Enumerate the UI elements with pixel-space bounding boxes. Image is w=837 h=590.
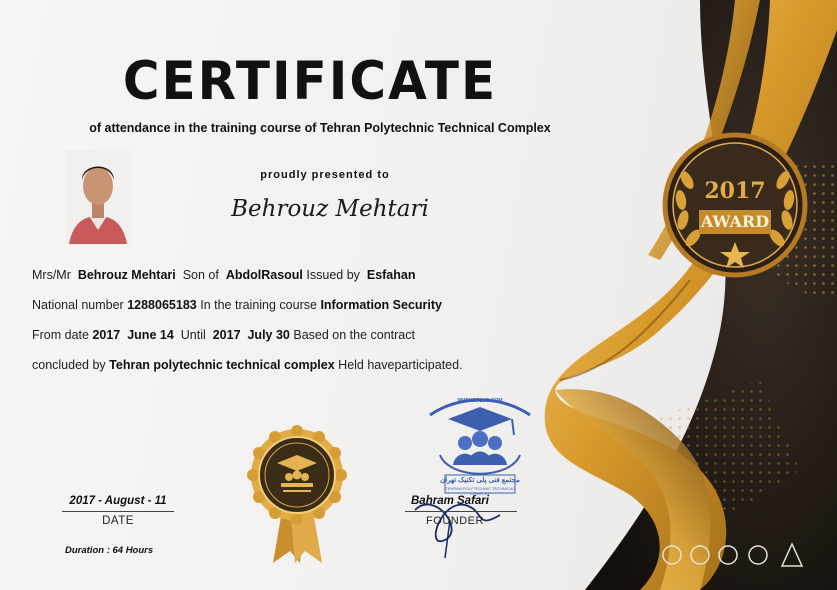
presented-to: proudly presented to bbox=[260, 169, 390, 181]
accreditation-logos bbox=[660, 540, 810, 570]
logo-url: WWW.PPLUS.COM bbox=[457, 398, 503, 404]
founder-name: Bahram Safari bbox=[411, 495, 489, 507]
recipient-signature-name: Behrouz Mehtari bbox=[231, 196, 429, 222]
gold-seal-icon bbox=[245, 425, 350, 565]
course-duration: Duration : 64 Hours bbox=[65, 545, 154, 556]
body-line-3: From date 2017 June 14 Until 2017 July 30 Based on the contract bbox=[32, 328, 415, 342]
issue-date: 2017 - August - 11 bbox=[69, 495, 167, 507]
award-year: 2017 bbox=[704, 178, 766, 204]
founder-label: FOUNDER bbox=[426, 515, 484, 527]
award-label: AWARD bbox=[700, 212, 770, 231]
date-label: DATE bbox=[102, 515, 134, 527]
logo-text-en: TEHRAN POLYTECHNIC TECHNICAL COMPLEX bbox=[445, 486, 515, 496]
award-badge-icon bbox=[655, 120, 815, 290]
certificate-subtitle: of attendance in the training course of Tehran Polytechnic Technical Complex bbox=[89, 121, 551, 135]
date-divider bbox=[62, 511, 174, 512]
founder-divider bbox=[405, 511, 517, 512]
logo-text-fa: مجتمع فنی پلی تکنیک تهران bbox=[440, 477, 520, 484]
body-line-1: Mrs/Mr Behrouz Mehtari Son of AbdolRasoul Issued by Esfahan bbox=[32, 268, 416, 282]
body-line-4: concluded by Tehran polytechnic technical complex Held haveparticipated. bbox=[32, 358, 463, 372]
body-line-2: National number 1288065183 In the training course Information Security bbox=[32, 298, 442, 312]
portrait-photo bbox=[65, 150, 131, 244]
certificate-title: CERTIFICATE bbox=[122, 50, 498, 112]
